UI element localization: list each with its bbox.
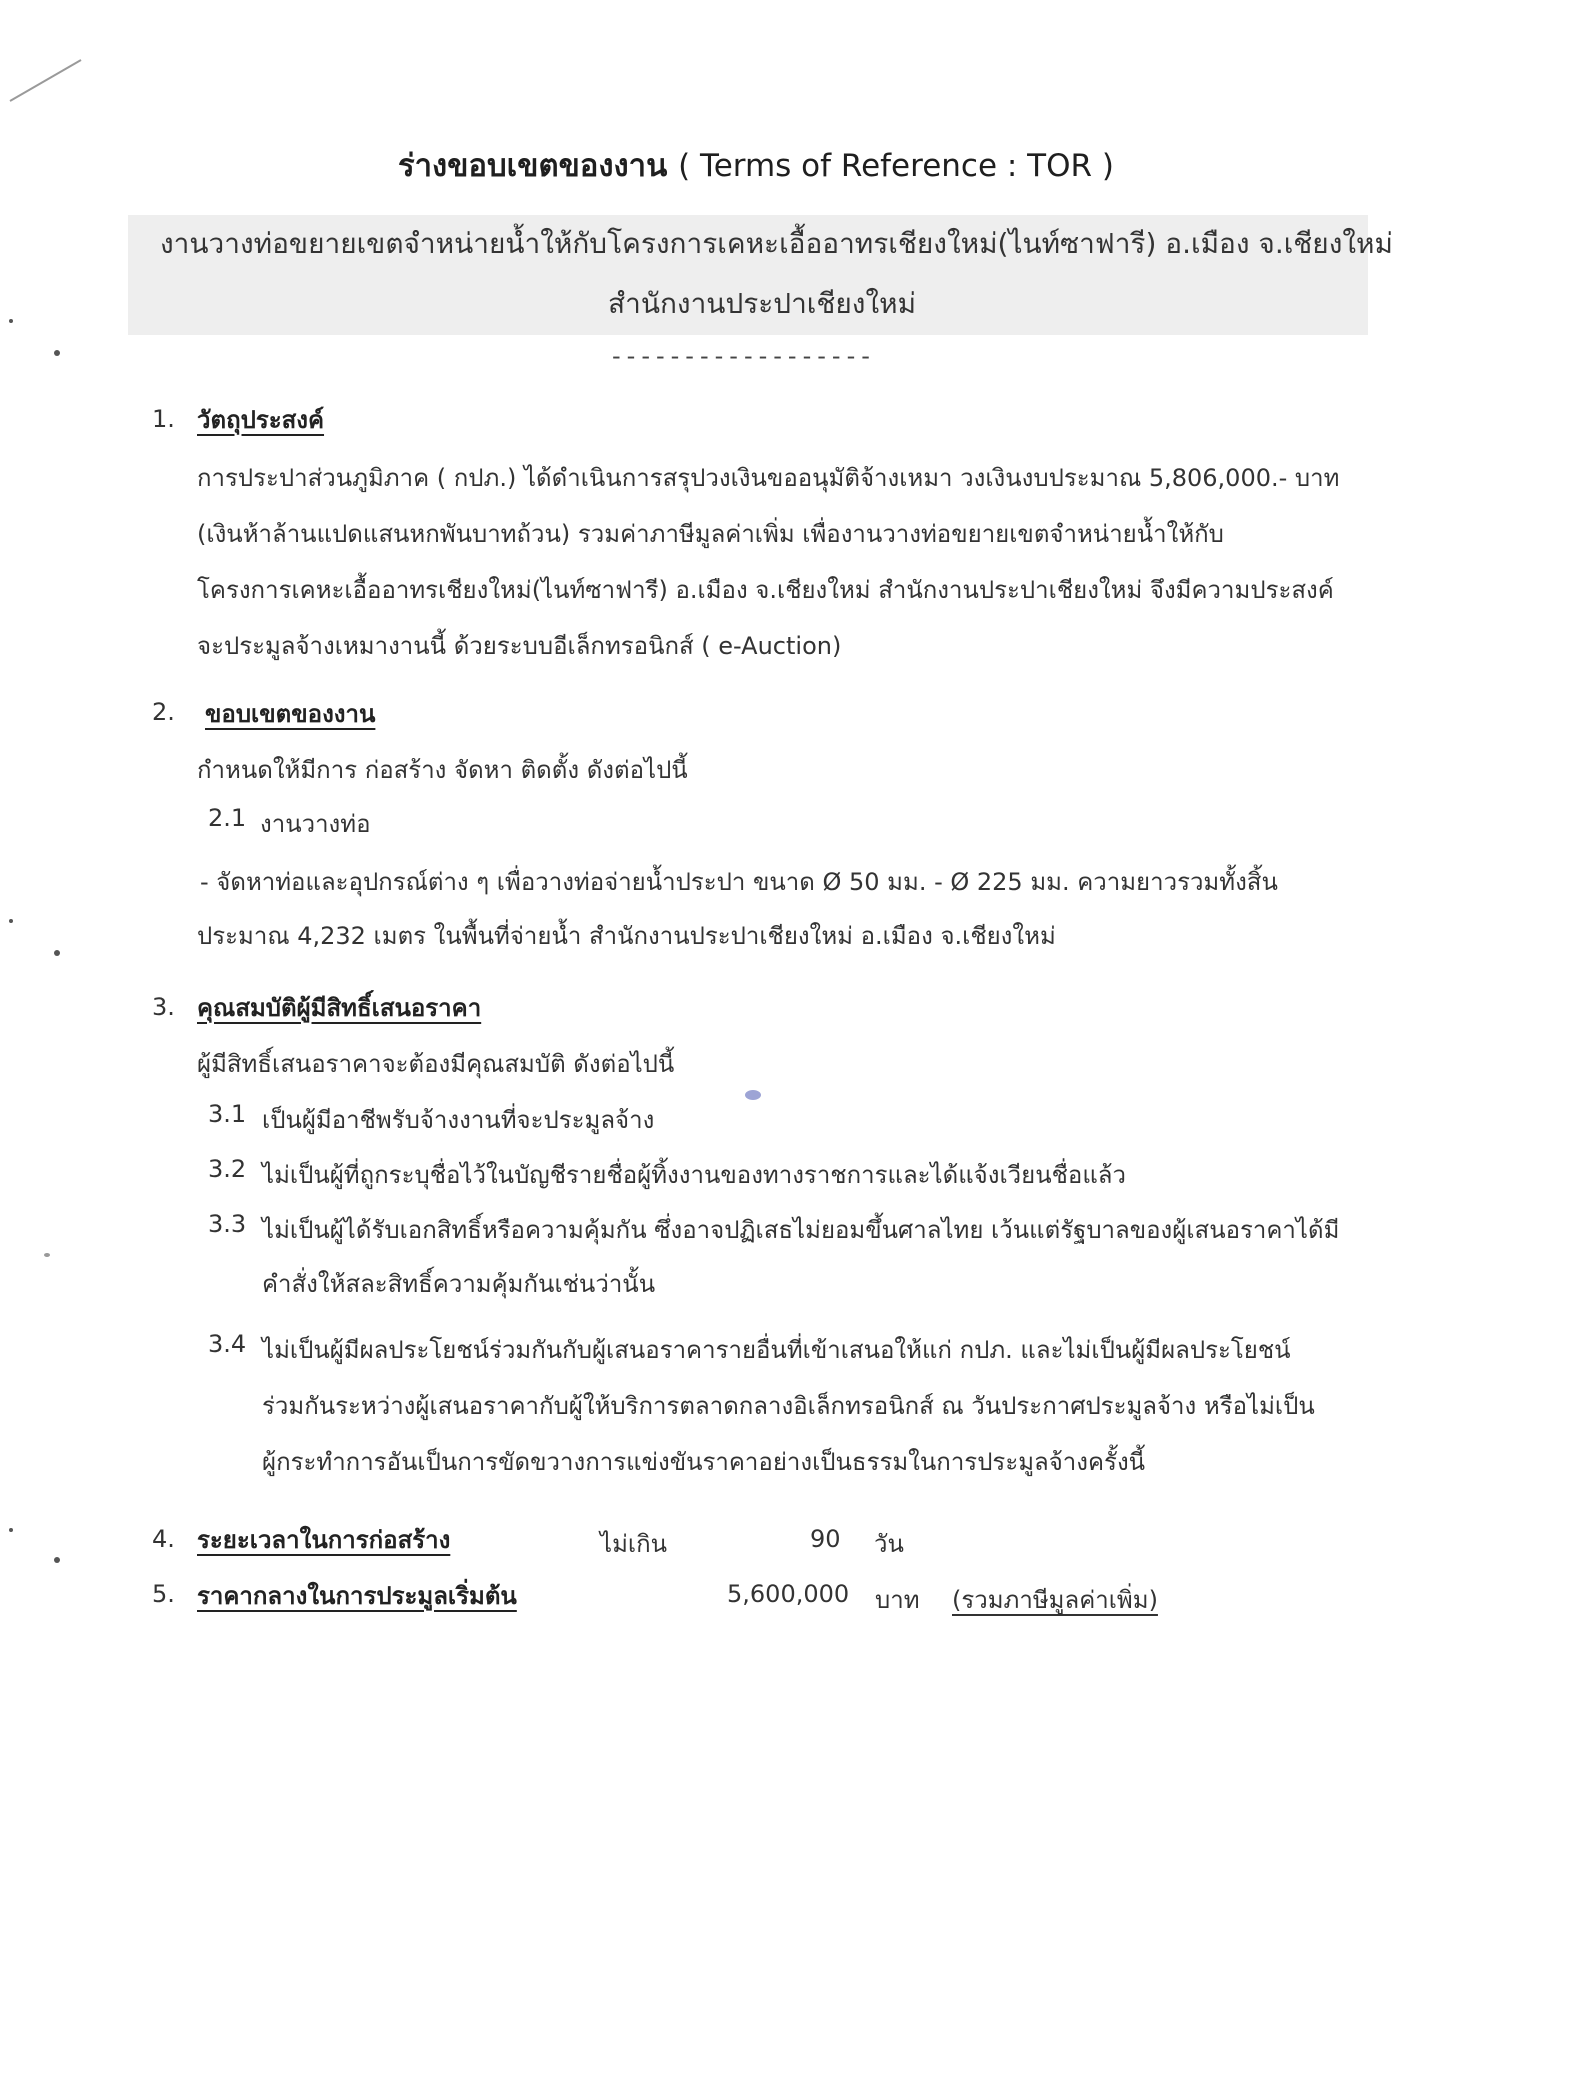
- scan-pen-mark: [10, 59, 82, 102]
- ink-smudge: [745, 1090, 761, 1100]
- section5-heading: ราคากลางในการประมูลเริ่มต้น: [197, 1582, 517, 1610]
- scan-speck: [9, 919, 13, 923]
- section4-heading: ระยะเวลาในการก่อสร้าง: [197, 1526, 451, 1554]
- section3-number: 3.: [152, 993, 175, 1021]
- qualification-item: เป็นผู้มีอาชีพรับจ้างงานที่จะประมูลจ้าง: [262, 1106, 655, 1134]
- price-value: 5,600,000: [727, 1580, 850, 1608]
- qualification-item-cont: ร่วมกันระหว่างผู้เสนอราคากับผู้ให้บริการตลาดกลางอิเล็กทรอนิกส์ ณ วันประกาศประมูลจ้าง หรือไม่เป็น: [262, 1392, 1315, 1420]
- qualification-item-cont: คำสั่งให้สละสิทธิ์ความคุ้มกันเช่นว่านั้น: [262, 1270, 656, 1298]
- item-number: 3.1: [208, 1100, 247, 1128]
- section5-number: 5.: [152, 1580, 175, 1608]
- section3-heading: คุณสมบัติผู้มีสิทธิ์เสนอราคา: [197, 994, 482, 1022]
- price-note: (รวมภาษีมูลค่าเพิ่ม): [952, 1586, 1158, 1614]
- duration-value: 90: [810, 1525, 841, 1553]
- section2-intro: กำหนดให้มีการ ก่อสร้าง จัดหา ติดตั้ง ดังต่อไปนี้: [197, 756, 688, 784]
- title-english: ( Terms of Reference : TOR ): [678, 148, 1115, 184]
- section4-number: 4.: [152, 1525, 175, 1553]
- scan-speck: [9, 1528, 13, 1532]
- qualification-item: ไม่เป็นผู้มีผลประโยชน์ร่วมกันกับผู้เสนอราคารายอื่นที่เข้าเสนอให้แก่ กปภ. และไม่เป็นผู้มีผลประโยชน์: [262, 1336, 1291, 1364]
- section1-line: (เงินห้าล้านแปดแสนหกพันบาทถ้วน) รวมค่าภาษีมูลค่าเพิ่ม เพื่องานวางท่อขยายเขตจำหน่ายน้ำให้กับ: [197, 520, 1224, 548]
- section1-heading: วัตถุประสงค์: [197, 406, 325, 434]
- section2-line: - จัดหาท่อและอุปกรณ์ต่าง ๆ เพื่อวางท่อจ่ายน้ำประปา ขนาด Ø 50 มม. - Ø 225 มม. ความยาวรวมทั้งสิ้น: [200, 868, 1278, 896]
- office-name: สำนักงานประปาเชียงใหม่: [608, 287, 917, 320]
- title-thai: ร่างขอบเขตของงาน: [398, 148, 668, 184]
- duration-qualifier: ไม่เกิน: [600, 1530, 668, 1558]
- section2-sub-label: งานวางท่อ: [260, 810, 371, 838]
- item-number: 3.2: [208, 1155, 247, 1183]
- section1-line: การประปาส่วนภูมิภาค ( กปภ.) ได้ดำเนินการสรุปวงเงินขออนุมัติจ้างเหมา วงเงินงบประมาณ 5,806,000.- บาท: [197, 464, 1340, 492]
- section2-line: ประมาณ 4,232 เมตร ในพื้นที่จ่ายน้ำ สำนักงานประปาเชียงใหม่ อ.เมือง จ.เชียงใหม่: [197, 922, 1056, 950]
- item-number: 3.3: [208, 1210, 247, 1238]
- section2-sub-number: 2.1: [208, 804, 247, 832]
- scan-speck: [54, 350, 60, 356]
- section1-line: โครงการเคหะเอื้ออาทรเชียงใหม่(ไนท์ซาฟารี) อ.เมือง จ.เชียงใหม่ สำนักงานประปาเชียงใหม่ จึงมีความประสงค์: [197, 576, 1334, 604]
- scan-speck: [9, 319, 13, 323]
- document-title: [398, 140, 1114, 190]
- project-title: งานวางท่อขยายเขตจำหน่ายน้ำให้กับโครงการเคหะเอื้ออาทรเชียงใหม่(ไนท์ซาฟารี) อ.เมือง จ.เชียงใหม่: [160, 227, 1393, 260]
- qualification-item: ไม่เป็นผู้ได้รับเอกสิทธิ์หรือความคุ้มกัน ซึ่งอาจปฏิเสธไม่ยอมขึ้นศาลไทย เว้นแต่รัฐบาลของผู้เสนอราคาได้มี: [262, 1216, 1340, 1244]
- section2-number: 2.: [152, 698, 175, 726]
- dashed-divider: ------------------: [612, 342, 876, 370]
- section1-line: จะประมูลจ้างเหมางานนี้ ด้วยระบบอีเล็กทรอนิกส์ ( e-Auction): [197, 632, 842, 660]
- section3-intro: ผู้มีสิทธิ์เสนอราคาจะต้องมีคุณสมบัติ ดังต่อไปนี้: [197, 1050, 675, 1078]
- section1-number: 1.: [152, 405, 175, 433]
- qualification-item-cont: ผู้กระทำการอันเป็นการขัดขวางการแข่งขันราคาอย่างเป็นธรรมในการประมูลจ้างครั้งนี้: [262, 1448, 1146, 1476]
- scan-speck: [54, 950, 60, 956]
- price-unit: บาท: [875, 1586, 920, 1614]
- scan-speck: [54, 1557, 60, 1563]
- item-number: 3.4: [208, 1330, 247, 1358]
- scan-speck: [44, 1253, 50, 1257]
- qualification-item: ไม่เป็นผู้ที่ถูกระบุชื่อไว้ในบัญชีรายชื่อผู้ทิ้งงานของทางราชการและได้แจ้งเวียนชื่อแล้ว: [262, 1161, 1126, 1189]
- section2-heading: ขอบเขตของงาน: [205, 700, 376, 728]
- duration-unit: วัน: [874, 1530, 904, 1558]
